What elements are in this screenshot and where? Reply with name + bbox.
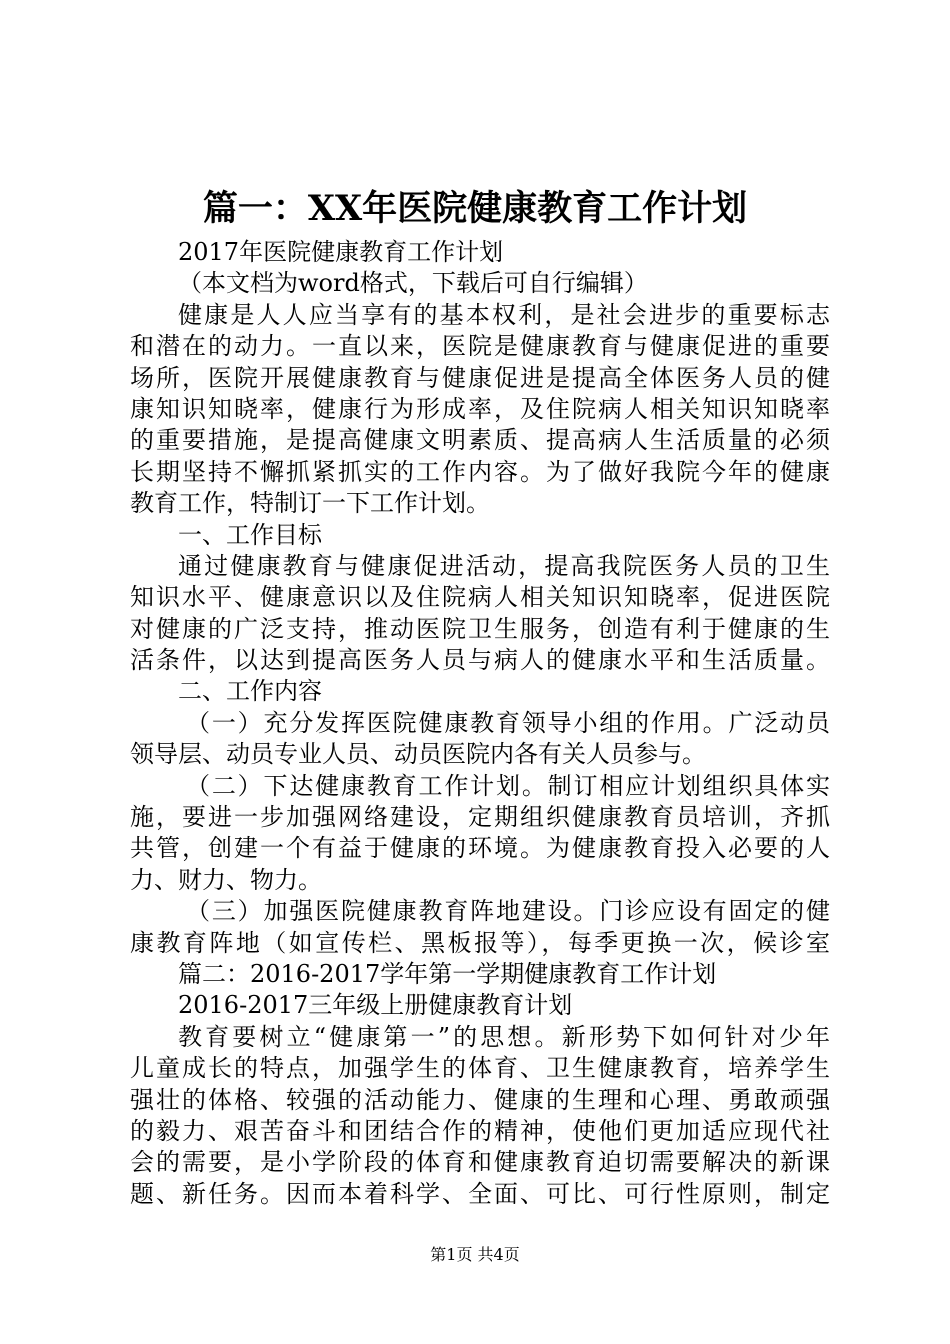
text-line: （本文档为word格式，下载后可自行编辑） xyxy=(178,269,648,298)
section-heading: 一、工作目标 xyxy=(178,520,322,549)
text-line: 儿童成长的特点，加强学生的体育、卫生健康教育，培养学生 xyxy=(130,1054,830,1083)
text-line: 健康是人人应当享有的基本权利，是社会进步的重要标志 xyxy=(178,300,830,329)
text-line: 施，要进一步加强网络建设，定期组织健康教育员培训，齐抓 xyxy=(130,803,830,832)
text-line: 题、新任务。因而本着科学、全面、可比、可行性原则，制定 xyxy=(130,1179,830,1208)
text-line: （二）下达健康教育工作计划。制订相应计划组织具体实 xyxy=(186,771,830,800)
text-line: 康教育阵地（如宣传栏、黑板报等），每季更换一次，候诊室 xyxy=(130,928,830,957)
text-line: 和潜在的动力。一直以来，医院是健康教育与健康促进的重要 xyxy=(130,332,830,361)
section-title-2: 篇二：2016-2017学年第一学期健康教育工作计划 xyxy=(178,959,717,988)
text-line: 教育要树立“健康第一”的思想。新形势下如何针对少年 xyxy=(178,1022,830,1051)
text-line: 的重要措施，是提高健康文明素质、提高病人生活质量的必须 xyxy=(130,426,830,455)
text-line: 2017年医院健康教育工作计划 xyxy=(178,238,504,266)
text-line: （一）充分发挥医院健康教育领导小组的作用。广泛动员 xyxy=(186,708,830,737)
page-footer: 第1页 共4页 xyxy=(430,1245,520,1264)
document-title: 篇一：XX年医院健康教育工作计划 xyxy=(202,188,748,229)
text-line: 活条件，以达到提高医务人员与病人的健康水平和生活质量。 xyxy=(130,646,830,675)
text-line: 2016-2017三年级上册健康教育计划 xyxy=(178,991,573,1020)
text-line: 会的需要，是小学阶段的体育和健康教育迫切需要解决的新课 xyxy=(130,1148,830,1177)
section-heading: 二、工作内容 xyxy=(178,677,322,706)
text-line: 知识水平、健康意识以及住院病人相关知识知晓率，促进医院 xyxy=(130,583,830,612)
text-line: （三）加强医院健康教育阵地建设。门诊应设有固定的健 xyxy=(186,897,830,926)
text-line: 康知识知晓率，健康行为形成率，及住院病人相关知识知晓率 xyxy=(130,394,830,423)
text-line: 共管，创建一个有益于健康的环境。为健康教育投入必要的人 xyxy=(130,834,830,863)
text-line: 的毅力、艰苦奋斗和团结合作的精神，使他们更加适应现代社 xyxy=(130,1116,830,1145)
text-line: 长期坚持不懈抓紧抓实的工作内容。为了做好我院今年的健康 xyxy=(130,457,830,486)
text-line: 对健康的广泛支持，推动医院卫生服务，创造有利于健康的生 xyxy=(130,614,830,643)
text-line: 通过健康教育与健康促进活动，提高我院医务人员的卫生 xyxy=(178,551,830,580)
text-line: 力、财力、物力。 xyxy=(130,865,322,894)
document-body xyxy=(130,237,830,1210)
text-line: 强壮的体格、较强的活动能力、健康的生理和心理、勇敢顽强 xyxy=(130,1085,830,1114)
text-line: 场所，医院开展健康教育与健康促进是提高全体医务人员的健 xyxy=(130,363,830,392)
text-line: 领导层、动员专业人员、动员医院内各有关人员参与。 xyxy=(130,740,706,769)
text-line: 教育工作，特制订一下工作计划。 xyxy=(130,489,490,518)
